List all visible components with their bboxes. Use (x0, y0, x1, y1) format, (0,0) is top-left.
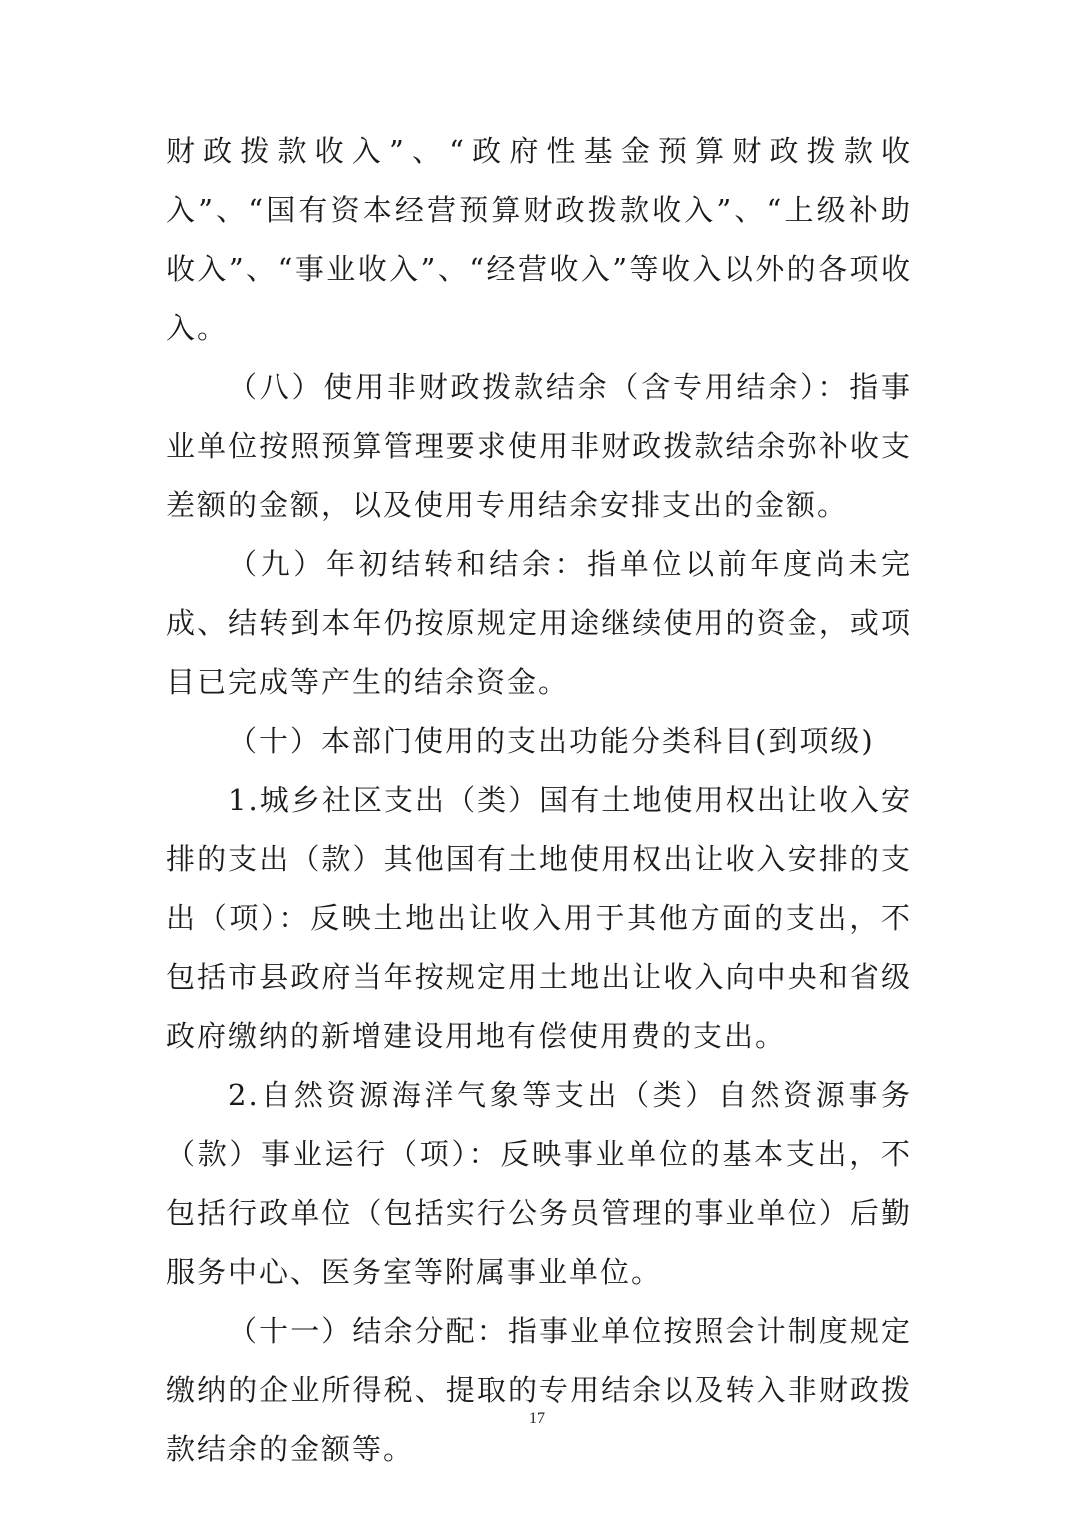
paragraph-income-continued: 财政拨款收入”、“政府性基金预算财政拨款收入”、“国有资本经营预算财政拨款收入”、“上级补助收入”、“事业收入”、“经营收入”等收入以外的各项收入。 (166, 134, 912, 345)
paragraph-item-10-heading: （十）本部门使用的支出功能分类科目(到项级) (228, 724, 875, 758)
document-body (166, 122, 912, 1479)
paragraph-item-8: （八）使用非财政拨款结余（含专用结余）：指事业单位按照预算管理要求使用非财政拨款结余弥补收支差额的金额，以及使用专用结余安排支出的金额。 (166, 370, 912, 522)
paragraph-item-11: （十一）结余分配：指事业单位按照会计制度规定缴纳的企业所得税、提取的专用结余以及转入非财政拨款结余的金额等。 (166, 1314, 912, 1466)
paragraph-item-10-1: 1.城乡社区支出（类）国有土地使用权出让收入安排的支出（款）其他国有土地使用权出让收入安排的支出（项）：反映土地出让收入用于其他方面的支出，不包括市县政府当年按规定用土地出让收入向中央和省级政府缴纳的新增建设用地有偿使用费的支出。 (166, 783, 912, 1053)
paragraph-item-9: （九）年初结转和结余：指单位以前年度尚未完成、结转到本年仍按原规定用途继续使用的资金，或项目已完成等产生的结余资金。 (166, 547, 912, 699)
page-number: 17 (529, 1410, 545, 1427)
paragraph-item-10-2: 2.自然资源海洋气象等支出（类）自然资源事务（款）事业运行（项）：反映事业单位的基本支出，不包括行政单位（包括实行公务员管理的事业单位）后勤服务中心、医务室等附属事业单位。 (166, 1078, 912, 1289)
